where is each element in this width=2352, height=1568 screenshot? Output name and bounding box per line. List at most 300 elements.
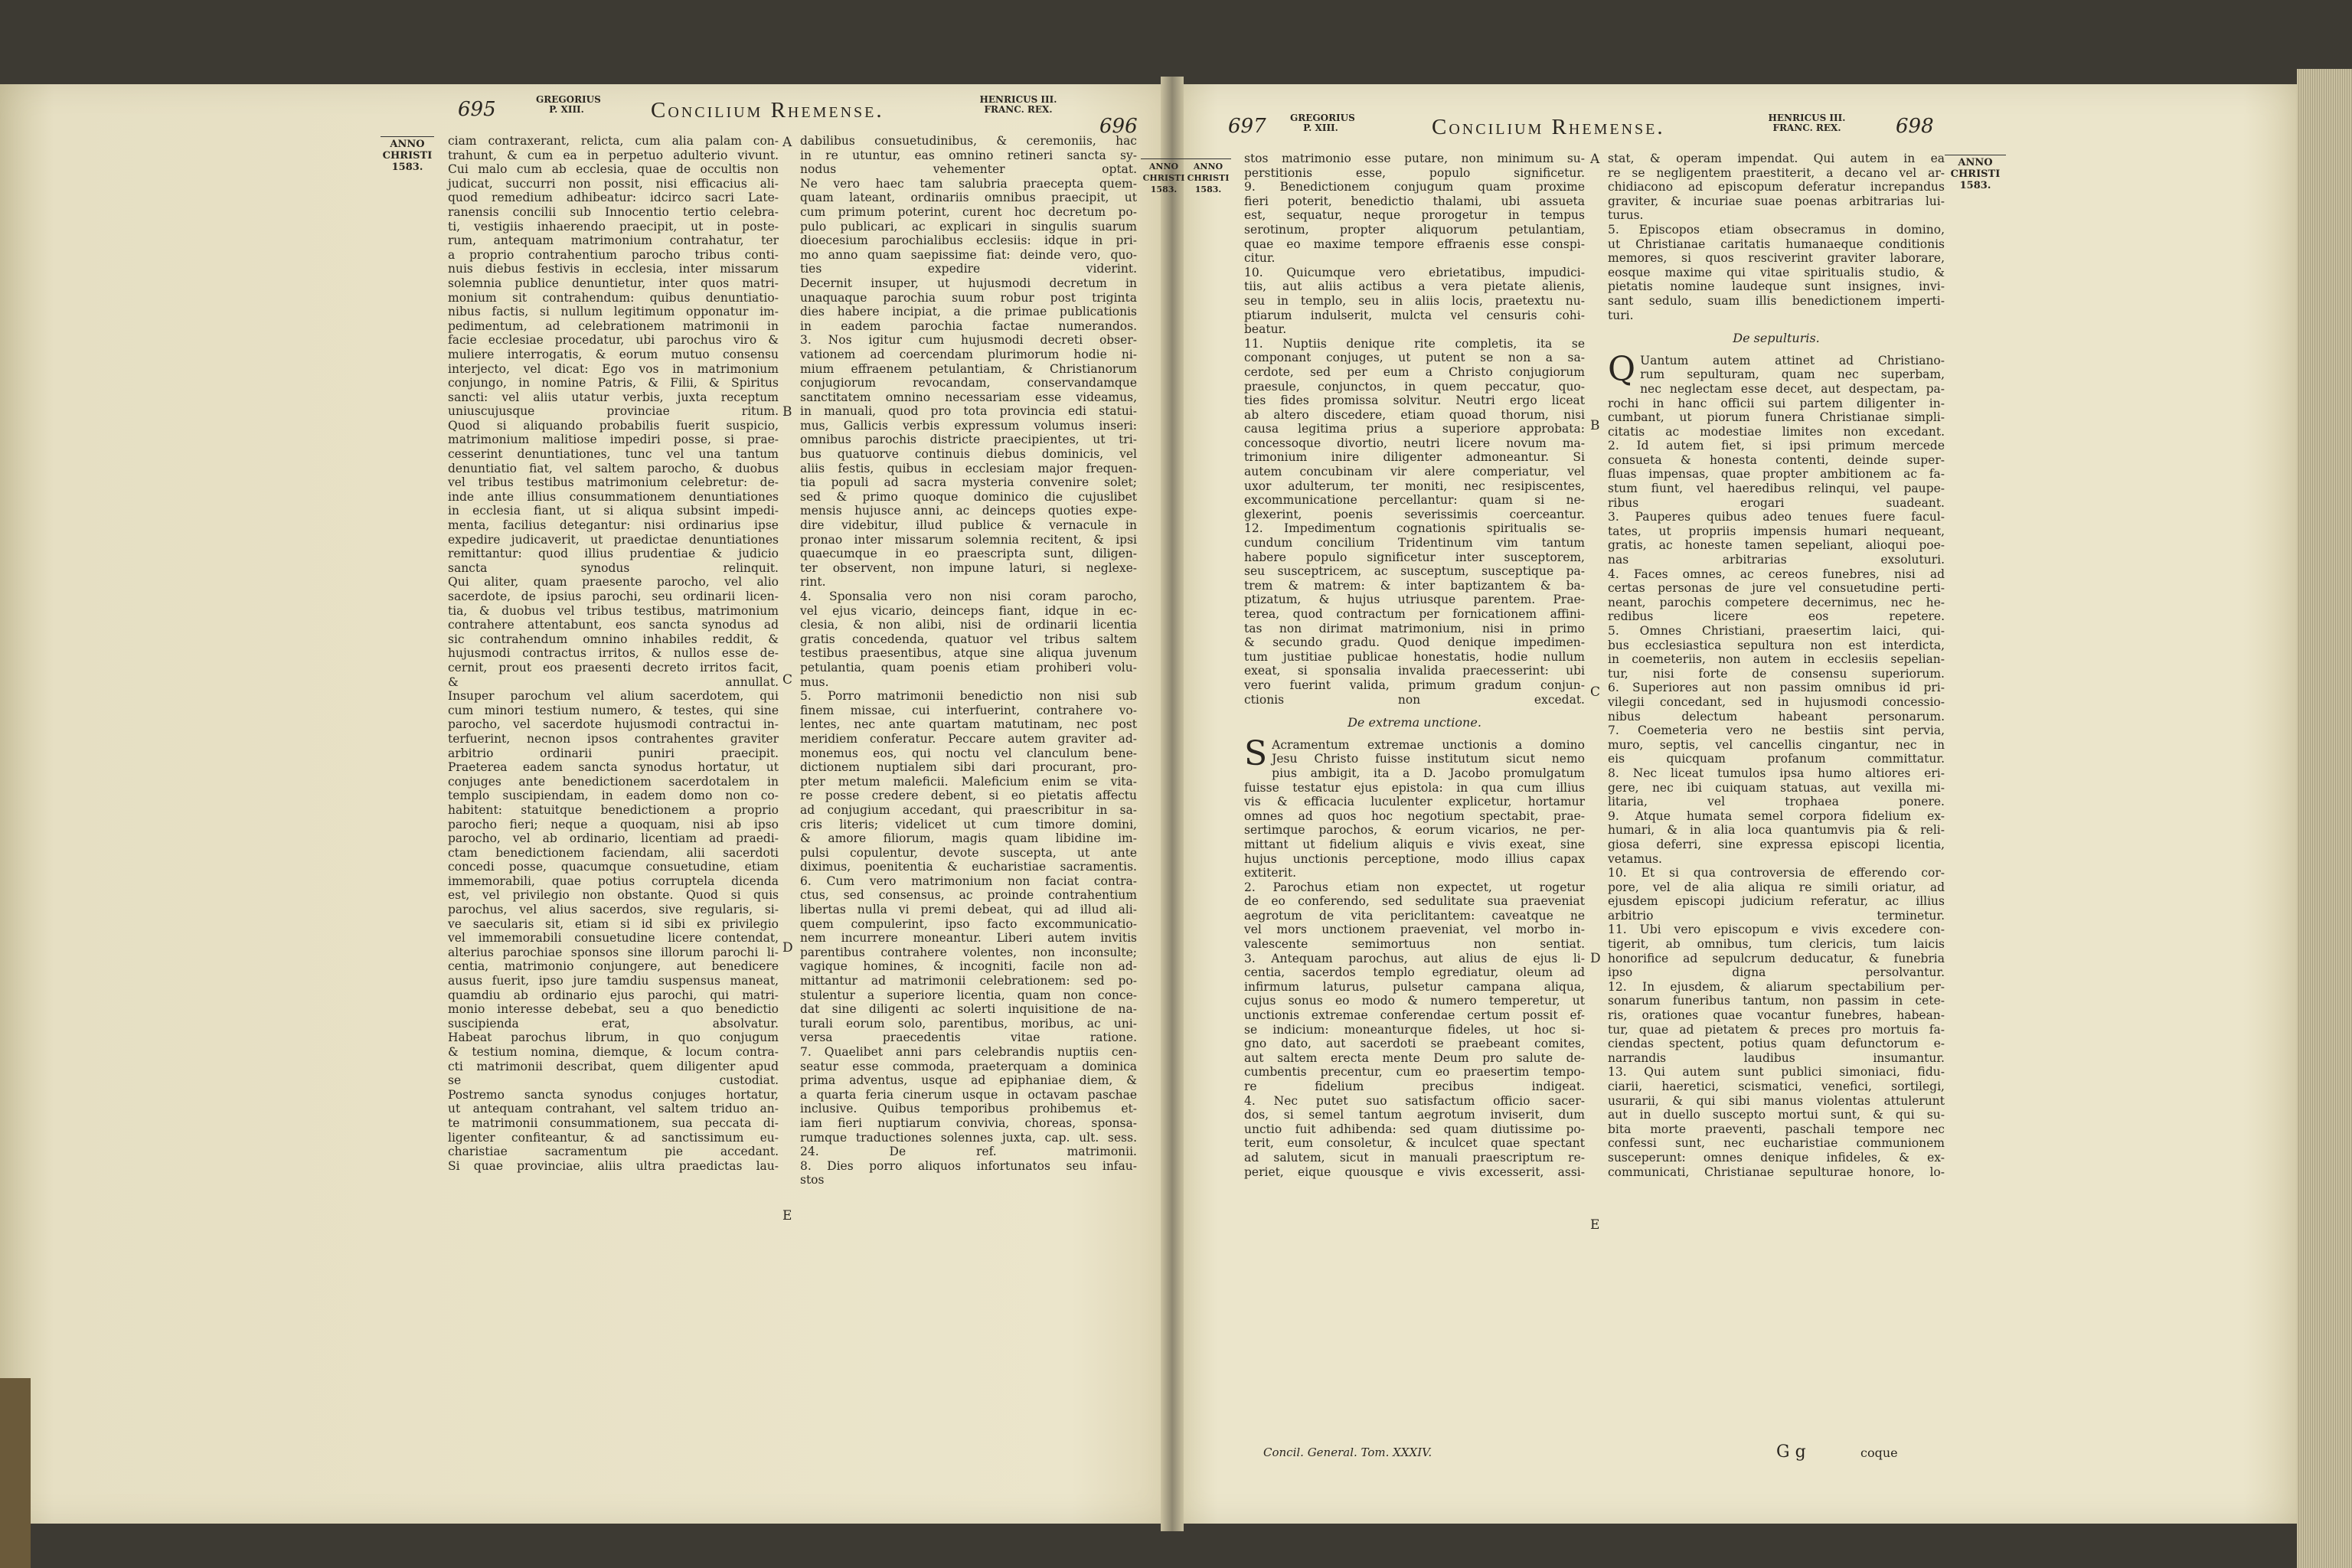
text-line: litaria, vel trophaea ponere.: [1608, 795, 1945, 809]
text-line: turi.: [1608, 308, 1634, 322]
text-line: Si quae provinciae, aliis ultra praedictas lau-: [448, 1158, 779, 1173]
text-line: mensis hujusce anni, ac deinceps quoties expe-: [800, 504, 1137, 518]
text-line: quamdiu ab ordinario ejus parochi, qui matri-: [448, 988, 779, 1002]
text-line: dat sine diligenti ac solerti inquisitione de na-: [800, 1002, 1137, 1017]
text-line: cumbant, ut piorum funera Christianae simpli-: [1608, 410, 1945, 425]
text-line: cum minori testium numero, & testes, qui sine: [448, 703, 779, 717]
text-line: alterius parochiae sponsos sine illorum parochi li-: [448, 945, 779, 959]
drop-cap-line-text: Acramentum extremae unctionis a domino: [1272, 737, 1585, 752]
page-number-right-2: 698: [1896, 115, 1934, 138]
text-line: gno dato, aut sacerdoti se praebeant comites,: [1244, 1037, 1585, 1051]
text-line: aliis festis, quibus in ecclesiam major frequen-: [800, 461, 1137, 475]
text-line: rum sepulturam, quam nec superbam,: [1640, 368, 1945, 382]
text-line: tas non dirimat matrimonium, nisi in primo: [1244, 621, 1585, 635]
page-number-left: 695: [458, 98, 496, 121]
text-line: ve saecularis sit, etiam si id sibi ex privilegio: [448, 916, 779, 931]
text-line: ab altero discedere, etiam quoad thorum, nisi: [1244, 407, 1585, 422]
text-line: tia populi ad sacra mysteria convenire solet;: [800, 475, 1137, 490]
margin-anno-left: ANNO CHRISTI 1583.: [381, 135, 434, 173]
text-line: communicati, Christianae sepulturae honore, lo-: [1608, 1165, 1945, 1179]
text-line: matrimonium malitiose impediri posse, si prae-: [448, 433, 779, 447]
text-line: ribus erogari suadeant.: [1608, 495, 1945, 510]
footer-signature: G g: [1776, 1442, 1806, 1462]
text-line: nodus vehementer optat.: [800, 162, 1137, 177]
text-line: 6. Superiores aut non passim omnibus id pri-: [1608, 681, 1945, 695]
text-line: giosa deferri, sine expressa episcopi licentia,: [1608, 837, 1945, 851]
text-line: Ne vero haec tam salubria praecepta quem-: [800, 176, 1137, 191]
text-line: trimonium inire diligenter admoneantur. Si: [1244, 450, 1585, 465]
text-line: omnes ad quos hoc negotium spectabit, prae-: [1244, 808, 1585, 823]
text-line: monium sit contrahendum: quibus denuntiatio-: [448, 290, 779, 305]
text-line: ptizatum, & hujus utriusque parentem. Prae-: [1244, 593, 1585, 607]
text-line: vagique homines, & incogniti, facile non ad-: [800, 959, 1137, 974]
text-line: cti matrimonii describat, quem diligenter apud: [448, 1059, 779, 1073]
text-line: autem concubinam vir alere comperiatur, vel: [1244, 465, 1585, 479]
text-line: sonarum funeribus tantum, non passim in cete-: [1608, 994, 1945, 1008]
text-line: arbitrio terminetur.: [1608, 908, 1945, 923]
text-line: gratis concedenda, quatuor vel tribus saltem: [800, 632, 1137, 646]
text-line: quam lateant, ordinariis omnibus praecipit, ut: [800, 191, 1137, 205]
text-line: trem & matrem: & inter baptizantem & ba-: [1244, 578, 1585, 593]
text-line: prima adventus, usque ad epiphaniae diem, &: [800, 1073, 1137, 1088]
text-line: citur.: [1244, 251, 1276, 266]
text-line: cum primum poterint, curent hoc decretum po-: [800, 204, 1137, 219]
text-line: 9. Atque humata semel corpora fidelium ex-: [1608, 808, 1945, 823]
text-line: honorifice ad sepulcrum deducatur, & funebria: [1608, 951, 1945, 965]
text-line: te matrimonii consummationem, sua peccata di-: [448, 1116, 779, 1130]
text-line: quaecumque in eo praescripta sunt, diligen-: [800, 547, 1137, 561]
text-line: pedimentum, ad celebrationem matrimonii in: [448, 318, 779, 333]
text-line: Decernit insuper, ut hujusmodi decretum in: [800, 276, 1137, 290]
text-line: 9. Benedictionem conjugum quam proxime: [1244, 180, 1585, 194]
text-line: aut saltem erecta mente Deum pro salute de-: [1244, 1050, 1585, 1065]
text-line: versa praecedentis vitae ratione.: [800, 1031, 1137, 1045]
text-line: aut in duello suscepto mortui sunt, & qui su-: [1608, 1108, 1945, 1122]
text-line: 7. Quaelibet anni pars celebrandis nuptiis cen-: [800, 1045, 1137, 1059]
text-line: bus ecclesiastica sepultura non est interdicta,: [1608, 638, 1945, 652]
text-line: arbitrio ordinarii puniri praecipit.: [448, 746, 779, 760]
text-line: graviter, & incuriae suae poenas arbitrarias lui-: [1608, 194, 1945, 208]
text-line: judicat, succurri non possit, nisi efficacius ali-: [448, 176, 779, 191]
text-line: 4. Faces omnes, ac cereos funebres, nisi ad: [1608, 567, 1945, 581]
text-line: charistiae sacramentum pie accedant.: [448, 1145, 779, 1159]
text-line: dos, si semel tantum aegrotum inviserit, dum: [1244, 1108, 1585, 1122]
text-line: terit, eum consoletur, & inculcet quae spectant: [1244, 1136, 1585, 1151]
text-line: trahunt, & cum ea in perpetuo adulterio vivunt.: [448, 148, 779, 162]
text-line: Jesu Christo fuisse institutum sicut nemo: [1272, 752, 1585, 766]
running-title-left: Concilium Rhemense.: [651, 98, 884, 122]
text-line: eis quicquam profanum committatur.: [1608, 752, 1945, 766]
text-line: in re utuntur, eas omnino retineri sancta sy-: [800, 148, 1137, 162]
text-line: pronao inter missarum solemnia recitent, & ipsi: [800, 532, 1137, 547]
text-line: a proprio contrahentium parocho tribus conti-: [448, 247, 779, 262]
text-line: 8. Dies porro aliquos infortunatos seu infau-: [800, 1158, 1137, 1173]
text-line: hujus unctionis perceptione, modo illius capax: [1244, 851, 1585, 866]
text-line: stos matrimonio esse putare, non minimum su-: [1244, 152, 1585, 165]
text-line: ranensis concilii sub Innocentio tertio celebra-: [448, 204, 779, 219]
text-line: inclusive. Quibus temporibus prohibemus et-: [800, 1102, 1137, 1116]
text-line: usurarii, & qui sibi manus violentas attulerunt: [1608, 1093, 1945, 1108]
text-line: stat, & operam impendat. Qui autem in ea: [1608, 152, 1945, 165]
text-line: ausus fuerit, ipso jure tamdiu suspensus maneat,: [448, 974, 779, 988]
text-line: dictionem nuptialem sibi dari procurant, pro-: [800, 760, 1137, 775]
text-line: re posse credere debent, si eo pietatis affectu: [800, 789, 1137, 803]
text-line: cujus sonus eo modo & numero temperetur, ut: [1244, 994, 1585, 1008]
text-line: sacerdote, de ipsius parochi, seu ordinarii licen-: [448, 590, 779, 603]
text-line: diximus, poenitentia & eucharistiae sacramentis.: [800, 860, 1137, 874]
text-line: centia, sacerdos templo egrediatur, oleum ad: [1244, 965, 1585, 980]
text-line: quod remedium adhibeatur: idcirco sacri Late-: [448, 191, 779, 205]
text-line: ris, orationes quae vocantur funebres, habean-: [1608, 1008, 1945, 1023]
text-line: terea, quod contractum per fornicationem affini-: [1244, 607, 1585, 621]
drop-cap-line-text: Uantum autem attinet ad Christiano-: [1640, 353, 1945, 368]
text-line: ciendas spectent, potius quam defunctorum e-: [1608, 1037, 1945, 1051]
text-line: se custodiat.: [448, 1073, 779, 1088]
text-line: cerdote, sed per eum a Christo conjugiorum: [1244, 364, 1585, 379]
text-line: Quod si aliquando probabilis fuerit suspicio,: [448, 418, 779, 433]
text-line: tia, & duobus vel tribus testibus, matrimonium: [448, 603, 779, 618]
margin-anno-right: ANNO CHRISTI 1583.: [1945, 153, 2006, 191]
text-line: ti, vestigiis inhaerendo praecipit, ut in poste-: [448, 219, 779, 234]
text-line: uniuscujusque provinciae ritum.: [448, 404, 779, 419]
text-line: ad conjugium accedant, qui praescribitur in sa-: [800, 802, 1137, 817]
text-line: remittantur: quod illius prudentiae & judicio: [448, 547, 779, 561]
text-line: Habeat parochus librum, in quo conjugum: [448, 1031, 779, 1045]
text-line: vero fuerint valida, primum gradum conjun-: [1244, 678, 1585, 692]
text-line: bus quatuorve continuis diebus dominicis, vel: [800, 447, 1137, 462]
text-line: conjuges ante benedictionem sacerdotalem in: [448, 774, 779, 789]
page-number-right: 697: [1228, 115, 1266, 138]
text-line: quem compulerint, ipso facto excommunicatio-: [800, 916, 1137, 931]
text-line: 12. Impedimentum cognationis spiritualis se-: [1244, 521, 1585, 536]
text-line: dies habere incipiat, a die primae publicationis: [800, 305, 1137, 319]
text-line: eosque maxime qui vitae spiritualis studio, &: [1608, 265, 1945, 279]
text-line: causa legitima prius a superiore approbata:: [1244, 422, 1585, 436]
text-line: pulsi copulentur, devote suscepta, ut ante: [800, 845, 1137, 860]
text-line: mus.: [800, 675, 829, 689]
text-line: 11. Nuptiis denique rite completis, ita se: [1244, 336, 1585, 351]
text-line: 24. De ref. matrimonii.: [800, 1145, 1137, 1159]
text-line: se indicium: moneanturque fideles, ut hoc si-: [1244, 1022, 1585, 1037]
text-line: gratis, ac honeste tamen sepeliant, alioqui poe-: [1608, 538, 1945, 553]
text-line: ut antequam contrahant, vel saltem triduo an-: [448, 1102, 779, 1116]
footer-catchword: coque: [1860, 1446, 1898, 1460]
text-line: nuis diebus festivis in ecclesia, inter missarum: [448, 262, 779, 276]
text-line: 10. Quicumque vero ebrietatibus, impudici-: [1244, 265, 1585, 279]
text-line: mittantur ad matrimonii celebrationem: sed po-: [800, 974, 1137, 988]
text-line: ties fides promissa solvitur. Neutri ergo liceat: [1244, 394, 1585, 408]
text-line: Cui malo cum ab ecclesia, quae de occultis non: [448, 162, 779, 177]
text-line: contrahere attentabunt, eos sancta synodus ad: [448, 618, 779, 632]
text-line: unctio fuit adhibenda: sed quam diutissime po-: [1244, 1122, 1585, 1136]
text-line: turali eorum solo, parentibus, moribus, ac uni-: [800, 1016, 1137, 1031]
text-line: re fidelium precibus indigeat.: [1244, 1080, 1585, 1093]
text-line: 5. Episcopos etiam obsecramus in domino,: [1608, 222, 1945, 237]
text-line: certas personas de jure vel consuetudine perti-: [1608, 581, 1945, 596]
text-line: humari, & in alia loca quantumvis pia & reli-: [1608, 823, 1945, 838]
text-line: 12. In ejusdem, & aliarum spectabilium per-: [1608, 979, 1945, 994]
margin-anno-center-left: ANNO CHRISTI 1583.: [1141, 157, 1187, 195]
text-line: nibus factis, si nullum legitimum opponatur im-: [448, 305, 779, 319]
text-line: iam fieri nuptiarum convivia, choreas, sponsa-: [800, 1116, 1137, 1130]
text-line: 3. Pauperes quibus adeo tenues fuere facul-: [1608, 510, 1945, 524]
text-column-3: [1244, 152, 1585, 1179]
text-line: petulantia, quam poenis etiam prohiberi volu-: [800, 660, 1137, 675]
text-line: ciam contraxerant, relicta, cum alia palam con-: [448, 134, 779, 148]
header-pope-left: GREGORIUS P. XIII.: [536, 94, 601, 115]
text-line: cundum concilium Tridentinum vim tantum: [1244, 536, 1585, 550]
header-king-right: HENRICUS III. FRANC. REX.: [1768, 113, 1846, 133]
text-line: & amore filiorum, magis quam libidine im-: [800, 831, 1137, 846]
text-line: citatis ac modestiae limites non excedant.: [1608, 424, 1945, 439]
text-line: ties expedire viderint.: [800, 262, 1137, 276]
text-line: 5. Omnes Christiani, praesertim laici, qui-: [1608, 624, 1945, 638]
text-line: sertimque parochos, & eorum vicarios, ne per-: [1244, 823, 1585, 838]
text-line: beatur.: [1244, 322, 1287, 337]
text-line: 3. Antequam parochus, aut alius de ejus li-: [1244, 951, 1585, 965]
text-line: vationem ad coercendam plurimorum hodie ni-: [800, 347, 1137, 361]
text-line: tum justitiae publicae honestatis, hodie nullum: [1244, 649, 1585, 664]
text-line: dioecesium parochialibus ecclesiis: idque in pri-: [800, 234, 1137, 248]
text-line: perstitionis esse, populo significetur.: [1244, 165, 1585, 180]
text-line: ptiarum indulserit, mulcta vel censuris cohi-: [1244, 308, 1585, 322]
text-line: libertas nulla vi premi debeat, qui ad illud ali-: [800, 903, 1137, 917]
text-line: habitent: statuitque benedictionem a proprio: [448, 802, 779, 817]
text-line: vel tribus testibus matrimonium celebretur: de-: [448, 475, 779, 490]
text-line: muro, septis, vel cancellis cingantur, nec in: [1608, 737, 1945, 752]
text-line: ad salutem, sicut in manuali praescriptum re-: [1244, 1150, 1585, 1165]
text-line: monio interesse debebat, seu a quo benedictio: [448, 1002, 779, 1017]
text-line: 13. Qui autem sunt publici simoniaci, fidu-: [1608, 1065, 1945, 1080]
text-line: fuisse testatur ejus epistola: in qua cum illius: [1244, 780, 1585, 795]
text-line: pulo publicari, ac explicari in singulis suarum: [800, 219, 1137, 234]
text-line: ter observent, non impune laturi, si neglexe-: [800, 560, 1137, 575]
text-line: unaquaque parochia suum robur post triginta: [800, 290, 1137, 305]
text-line: est, vel privilegio non obstante. Quod si quis: [448, 888, 779, 903]
text-line: 10. Et si qua controversia de efferendo cor-: [1608, 866, 1945, 880]
text-line: 3. Nos igitur cum hujusmodi decreti obser-: [800, 333, 1137, 348]
text-line: mium effraenem petulantiam, & Christianorum: [800, 361, 1137, 376]
header-king-left: HENRICUS III. FRANC. REX.: [979, 94, 1057, 115]
text-line: templo suscipiendam, in eadem domo non co-: [448, 789, 779, 803]
text-line: tigerit, ab omnibus, tum clericis, tum laicis: [1608, 937, 1945, 952]
text-column-2: [800, 134, 1137, 1187]
text-line: extiterit.: [1244, 866, 1297, 880]
text-line: & testium nomina, diemque, & locum contra-: [448, 1045, 779, 1059]
text-line: sancta synodus relinquit.: [448, 560, 779, 575]
text-line: tur, nisi forte de consensu superiorum.: [1608, 666, 1945, 681]
text-line: conjugiorum revocandam, conservandamque: [800, 376, 1137, 390]
text-line: ejusdem episcopi judicium referatur, ac illius: [1608, 894, 1945, 909]
text-line: ligenter confiteantur, & ad sanctissimum eu-: [448, 1130, 779, 1145]
text-line: 2. Parochus etiam non expectet, ut rogetur: [1244, 880, 1585, 894]
text-line: inde ante illius consummationem denuntiationes: [448, 489, 779, 504]
text-line: & secundo gradu. Quod denique impedimen-: [1244, 635, 1585, 650]
text-line: rum, antequam matrimonium contrahatur, ter: [448, 234, 779, 248]
text-line: Praeterea eadem sancta synodus hortatur, ut: [448, 760, 779, 775]
text-line: sanctitatem omnino necessariam esse videamus,: [800, 390, 1137, 404]
text-line: vetamus.: [1608, 851, 1662, 866]
text-line: nem incurrere moneantur. Liberi autem invitis: [800, 931, 1137, 946]
text-line: habere populo significetur inter susceptorem,: [1244, 550, 1585, 564]
text-line: dabilibus consuetudinibus, & ceremoniis, hac: [800, 134, 1137, 148]
text-line: & annullat.: [448, 675, 779, 689]
text-line: monemus eos, qui noctu vel clanculum bene-: [800, 746, 1137, 760]
text-line: seatur esse commoda, praeterquam a dominica: [800, 1059, 1137, 1073]
text-line: tates, ut propriis impensis humari nequeant,: [1608, 524, 1945, 538]
text-line: susceperunt: omnes denique infideles, & ex-: [1608, 1150, 1945, 1165]
text-line: confessi sunt, nec eucharistiae communionem: [1608, 1136, 1945, 1151]
text-line: a quarta feria cinerum usque in octavam paschae: [800, 1087, 1137, 1102]
section-letter-d-right: D: [1590, 951, 1601, 966]
section-letter-c-right: C: [1590, 684, 1601, 700]
text-line: nibus delectum habeant personarum.: [1608, 709, 1945, 724]
text-line: 8. Nec liceat tumulos ipsa humo altiores eri-: [1608, 766, 1945, 780]
text-line: ciarii, haeretici, scismatici, venefici, sortilegi,: [1608, 1080, 1945, 1093]
section-letter-d-left: D: [782, 940, 793, 956]
text-line: turus.: [1608, 208, 1644, 223]
text-line: stum fiunt, vel haeredibus relinqui, vel paupe-: [1608, 482, 1945, 496]
text-line: seu in templo, seu in aliis locis, praetextu nu-: [1244, 293, 1585, 308]
text-line: in manuali, quod pro tota provincia edi statui-: [800, 404, 1137, 419]
text-line: parochus, vel alius sacerdos, sive regularis, si-: [448, 903, 779, 917]
section-letter-a-right: A: [1590, 152, 1600, 167]
text-line: nec neglectam esse decet, aut despectam, pa-: [1640, 381, 1945, 396]
text-line: finem missae, cui interfuerint, contrahere vo-: [800, 703, 1137, 717]
text-line: muliere interrogatis, & eorum mutuo consensu: [448, 347, 779, 361]
text-line: quae eo maxime tempore effraenis esse conspi-: [1244, 237, 1585, 251]
text-line: concedi posse, quacumque consuetudine, etiam: [448, 860, 779, 874]
text-line: ctionis non excedat.: [1244, 692, 1585, 707]
text-line: rint.: [800, 575, 826, 590]
text-line: Insuper parochum vel alium sacerdotem, qui: [448, 689, 779, 704]
text-line: ut Christianae caritatis humanaeque conditionis: [1608, 237, 1945, 251]
text-line: sic contrahendum omnino inhabiles reddit, &: [448, 632, 779, 646]
text-line: valescente semimortuus non sentiat.: [1244, 937, 1585, 952]
text-line: solemnia publice denuntietur, inter quos matri-: [448, 276, 779, 290]
text-line: cesserint denuntiationes, tunc vel una tantum: [448, 447, 779, 462]
text-line: mo anno quam saepissime fiat: deinde vero, quo-: [800, 247, 1137, 262]
page-number-left-2: 696: [1099, 115, 1138, 138]
text-line: mittant ut fidelium aliquis e vivis exeat, sine: [1244, 837, 1585, 851]
text-line: consueta & honesta contenti, deinde super-: [1608, 452, 1945, 467]
text-line: menta, facilius detegantur: nisi ordinarius ipse: [448, 518, 779, 533]
text-line: glexerint, poenis severissimis coerceantur.: [1244, 507, 1585, 521]
text-line: parocho, vel sacerdote hujusmodi contractui in-: [448, 717, 779, 732]
text-line: tur, quae ad pietatem & preces pro mortuis fa-: [1608, 1022, 1945, 1037]
text-line: componant conjuges, ut putent se non a sa-: [1244, 351, 1585, 365]
book-gutter: [1161, 77, 1184, 1531]
text-line: fluas impensas, quae propter ambitionem ac fa-: [1608, 467, 1945, 482]
text-line: infirmum laturus, pulsetur campana aliqua,: [1244, 979, 1585, 994]
text-line: memores, si quos resciverint graviter laborare,: [1608, 251, 1945, 266]
text-line: sant sedulo, suam illis benedictionem imperti-: [1608, 293, 1945, 308]
book-cover-edge: [0, 1378, 31, 1568]
text-line: dire videbitur, illud publice & vernacule in: [800, 518, 1137, 533]
text-line: vel mors unctionem praeveniat, vel morbo in-: [1244, 923, 1585, 937]
text-line: vel immemorabili consuetudine licere contendat,: [448, 931, 779, 946]
page-edges: [2297, 69, 2352, 1568]
text-line: pore, vel de alia aliqua re simili oriatur, ad: [1608, 880, 1945, 894]
text-line: nas arbitrarias exsoluturi.: [1608, 553, 1945, 567]
text-line: bita morte praeventi, paschali tempore nec: [1608, 1122, 1945, 1136]
text-line: chidiacono ad episcopum deferatur increpandus: [1608, 180, 1945, 194]
text-line: vel ejus vicario, deinceps fiant, idque in ec-: [800, 603, 1137, 618]
text-line: ctam benedictionem faciendam, alii sacerdoti: [448, 845, 779, 860]
text-line: pius ambigit, ita a D. Jacobo promulgatum: [1272, 766, 1585, 780]
text-line: testibus praesentibus, atque sine aliqua juvenum: [800, 646, 1137, 661]
text-line: parocho fieri; neque a quoquam, nisi ab ipso: [448, 817, 779, 831]
text-line: Qui aliter, quam praesente parocho, vel alio: [448, 575, 779, 590]
text-line: immemorabili, quae potius corruptela dicenda: [448, 874, 779, 888]
running-title-right: Concilium Rhemense.: [1432, 115, 1665, 139]
text-line: narrandis laudibus insumantur.: [1608, 1050, 1945, 1065]
text-line: sed & primo quoque dominico die cujuslibet: [800, 489, 1137, 504]
text-line: terfuerint, necnon ipsos contrahentes graviter: [448, 731, 779, 746]
text-line: rochi in hanc officii sui partem diligenter in-: [1608, 396, 1945, 410]
footer-collection: Concil. General. Tom. XXXIV.: [1263, 1446, 1432, 1459]
section-letter-e-right: E: [1590, 1217, 1600, 1233]
text-line: 5. Porro matrimonii benedictio non nisi sub: [800, 689, 1137, 704]
text-line: vis & efficacia luculenter explicetur, hortamur: [1244, 795, 1585, 809]
section-letter-c-left: C: [782, 672, 793, 688]
text-line: praesule, conjunctos, in quem peccatur, quo-: [1244, 379, 1585, 394]
text-column-4: [1608, 152, 1945, 1179]
text-line: ipso digna persolvantur.: [1608, 965, 1945, 980]
text-line: 4. Sponsalia vero non nisi coram parocho,: [800, 590, 1137, 603]
text-line: re se negligentem praestiterit, a decano vel ar-: [1608, 165, 1945, 180]
text-line: ctus, sed consensus, ac proinde contrahentium: [800, 888, 1137, 903]
text-line: centia, matrimonio conjungere, aut benedicere: [448, 959, 779, 974]
text-line: lentes, nec ante quartam matutinam, nec post: [800, 717, 1137, 732]
drop-cap: S: [1244, 733, 1268, 773]
text-line: uxor adulterum, ter moniti, nec resipiscentes,: [1244, 479, 1585, 493]
text-line: aegrotum de vita periclitantem: caveatque ne: [1244, 908, 1585, 923]
text-line: gere, nec ibi cuiquam statuas, aut vexilla mi-: [1608, 780, 1945, 795]
text-line: pter metum maleficii. Maleficium enim se vita-: [800, 774, 1137, 789]
text-line: seu susceptricem, ac susceptum, susceptique pa-: [1244, 564, 1585, 579]
text-line: sancti: vel aliis utatur verbis, juxta receptum: [448, 390, 779, 404]
text-line: vilegii concedant, sed in hujusmodi concessio-: [1608, 694, 1945, 709]
text-line: unctionis extremae conferendae certum possit ef-: [1244, 1008, 1585, 1023]
text-line: 11. Ubi vero episcopum e vivis excedere con-: [1608, 923, 1945, 937]
text-line: exeat, si sponsalia invalida praecesserint: ubi: [1244, 664, 1585, 678]
text-column-1: [448, 134, 779, 1173]
section-letter-e-left: E: [782, 1208, 792, 1223]
text-line: excommunicatione percellantur: quam si ne-: [1244, 493, 1585, 508]
text-line: tiis, aut aliis actibus a vera pietate alienis,: [1244, 279, 1585, 294]
text-line: omnibus parochis districte praecipientes, ut tri-: [800, 433, 1137, 447]
text-line: parentibus contrahere volentes, non inconsulte;: [800, 945, 1137, 959]
header-pope-right: GREGORIUS P. XIII.: [1290, 113, 1355, 133]
text-line: serotinum, propter aliquorum petulantiam,: [1244, 222, 1585, 237]
text-line: Postremo sancta synodus conjuges hortatur,: [448, 1087, 779, 1102]
section-heading: De sepulturis.: [1733, 331, 1820, 346]
section-letter-b-right: B: [1590, 418, 1600, 433]
text-line: 4. Nec putet suo satisfactum officio sacer-: [1244, 1093, 1585, 1108]
text-line: in eadem parochia factae numerandos.: [800, 318, 1137, 333]
section-heading: De extrema unctione.: [1348, 715, 1481, 730]
text-line: 7. Coemeteria vero ne bestiis sint pervia,: [1608, 724, 1945, 738]
text-line: 6. Cum vero matrimonium non faciat contra-: [800, 874, 1137, 888]
text-line: interjecto, vel dicat: Ego vos in matrimonium: [448, 361, 779, 376]
text-line: cernit, prout eos praesenti decreto irritos facit,: [448, 660, 779, 675]
drop-cap: Q: [1608, 349, 1636, 389]
section-letter-a-left: A: [782, 135, 792, 150]
text-line: de eo conferendo, sed sedulitate sua praeveniat: [1244, 894, 1585, 909]
text-line: in coemeteriis, non autem in ecclesiis sepelian-: [1608, 652, 1945, 667]
text-line: hujusmodi contractus irritos, & nullos esse de-: [448, 646, 779, 661]
